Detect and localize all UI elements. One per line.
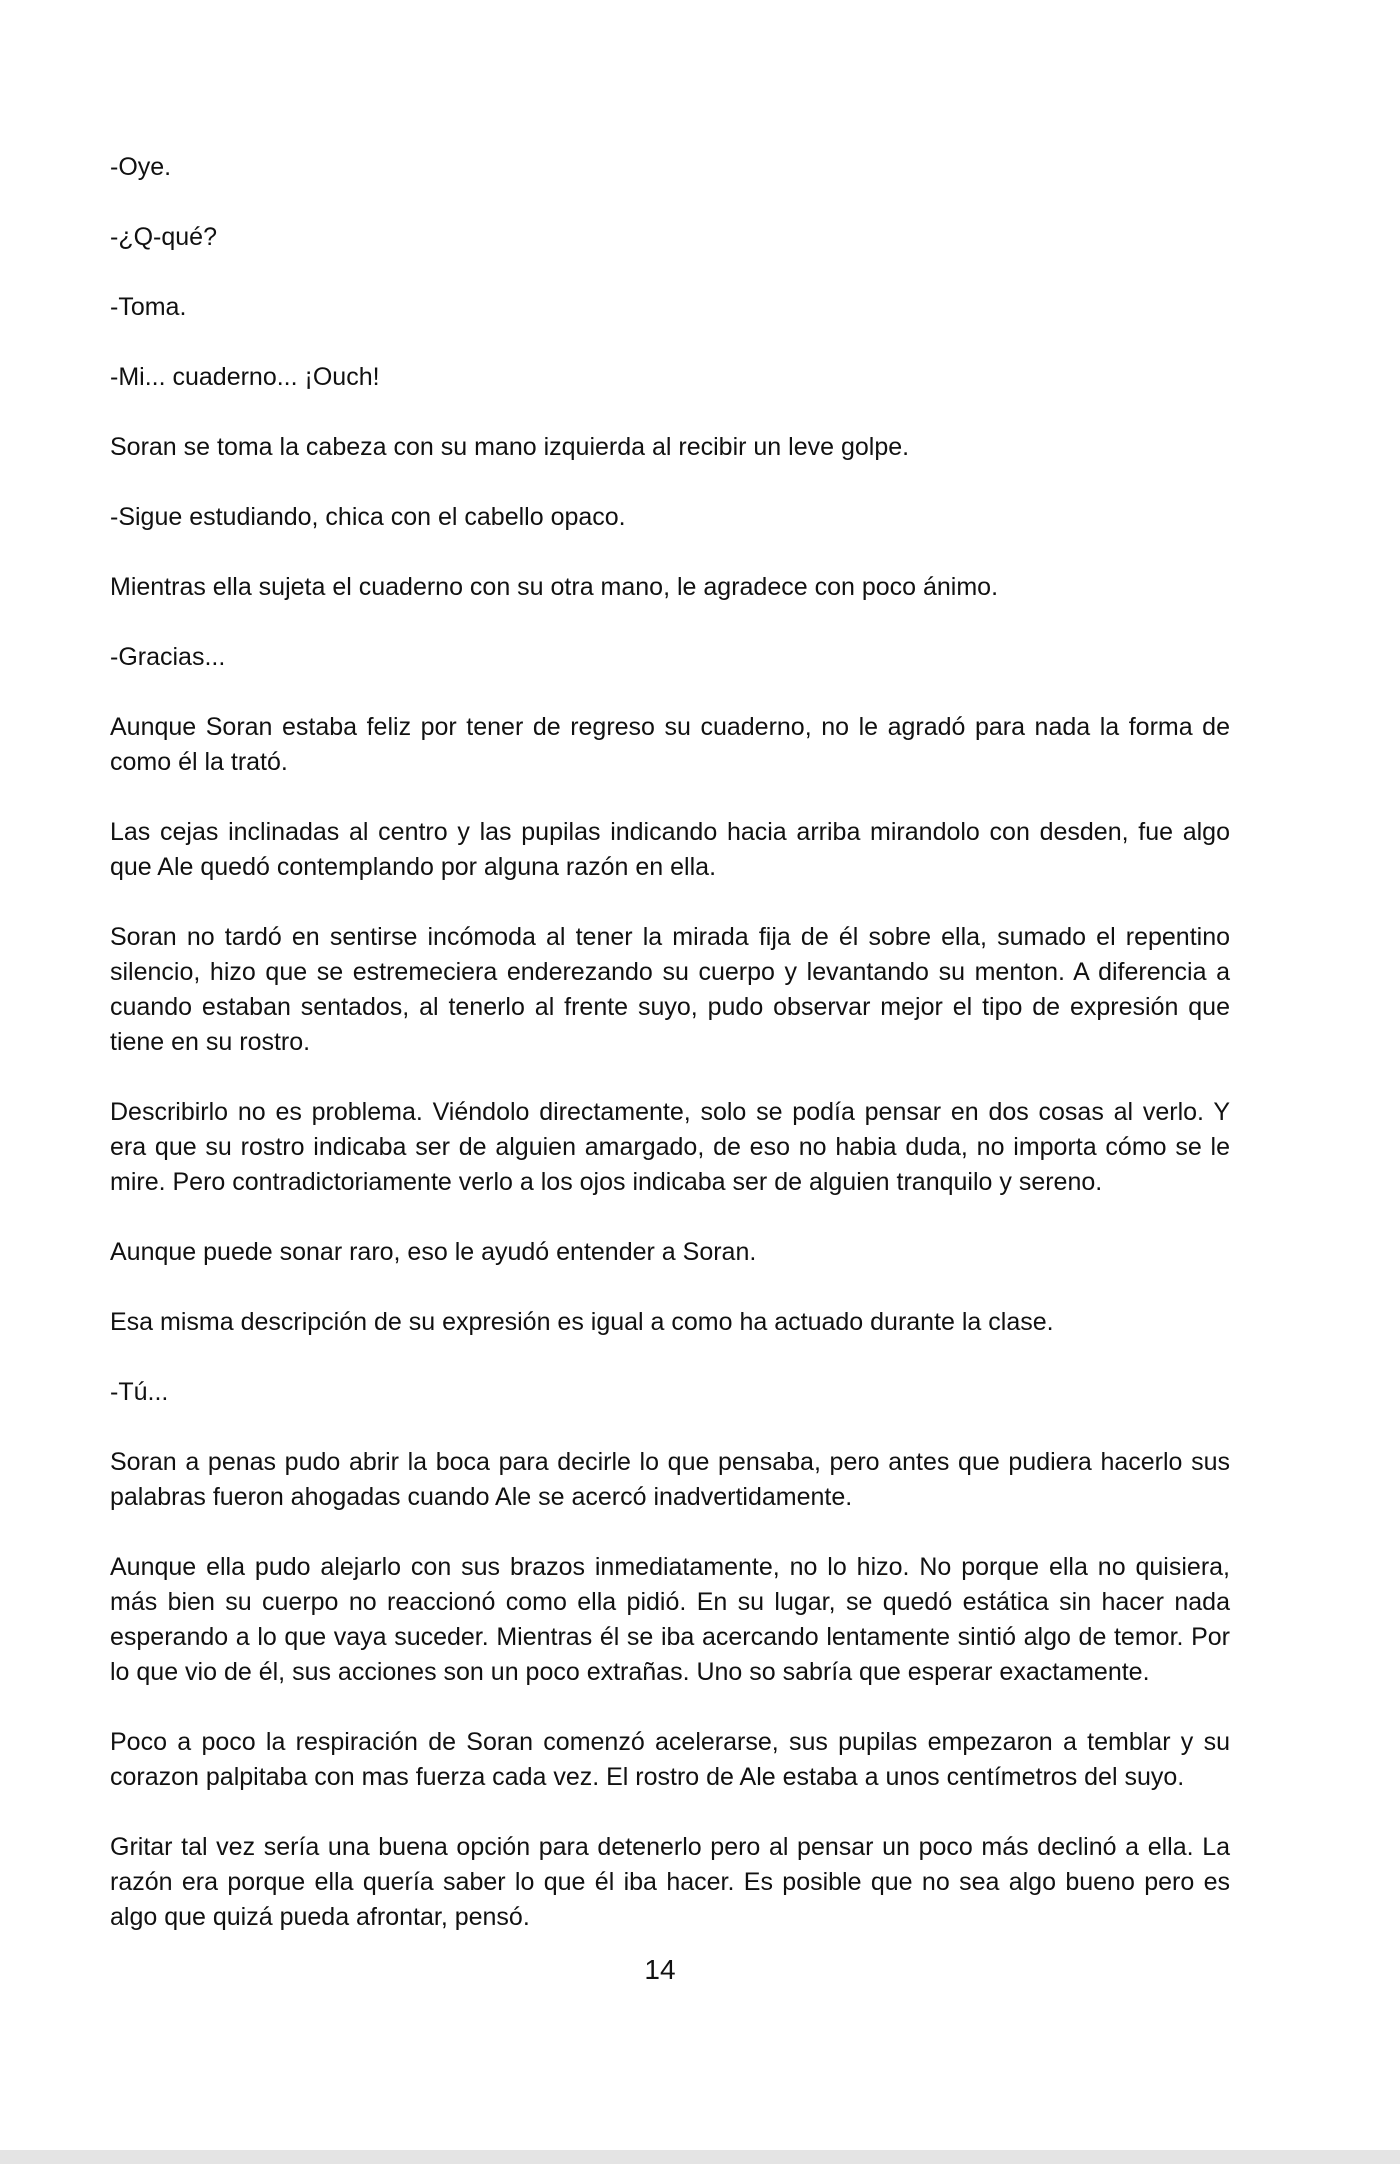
paragraph: -Oye. xyxy=(110,153,172,181)
paragraph: Describirlo no es problema. Viéndolo directamente, solo se podía pensar en dos cosas al verlo. Y era que su rostro indicaba ser de alguien amargado, de eso no habia duda, no importa cómo se le mire. Pero contradictoriamente verlo a los ojos indicaba ser de alguien tranquilo y sereno. xyxy=(110,1098,1230,1196)
paragraph: Soran a penas pudo abrir la boca para decirle lo que pensaba, pero antes que pudiera hacerlo sus palabras fueron ahogadas cuando Ale se acercó inadvertidamente. xyxy=(110,1448,1230,1511)
paragraph: -Sigue estudiando, chica con el cabello opaco. xyxy=(110,503,626,531)
page-bottom-edge xyxy=(0,2150,1400,2164)
paragraph: Las cejas inclinadas al centro y las pupilas indicando hacia arriba mirandolo con desden, fue algo que Ale quedó contemplando por alguna razón en ella. xyxy=(110,818,1230,881)
body-text xyxy=(110,150,1230,1970)
paragraph: -Tú... xyxy=(110,1378,169,1406)
paragraph: Poco a poco la respiración de Soran comenzó acelerarse, sus pupilas empezaron a temblar y su corazon palpitaba con mas fuerza cada vez. El rostro de Ale estaba a unos centímetros del suyo. xyxy=(110,1728,1230,1791)
paragraph: -¿Q-qué? xyxy=(110,223,217,251)
paragraph: -Toma. xyxy=(110,293,187,321)
paragraph: Soran se toma la cabeza con su mano izquierda al recibir un leve golpe. xyxy=(110,433,910,461)
paragraph: Aunque Soran estaba feliz por tener de regreso su cuaderno, no le agradó para nada la forma de como él la trató. xyxy=(110,713,1230,776)
paragraph: Soran no tardó en sentirse incómoda al tener la mirada fija de él sobre ella, sumado el repentino silencio, hizo que se estremeciera enderezando su cuerpo y levantando su menton. A diferencia a cuando estaban sentados, al tenerlo al frente suyo, pudo observar mejor el tipo de expresión que tiene en su rostro. xyxy=(110,923,1230,1056)
page-number: 14 xyxy=(644,1954,676,1985)
paragraph: -Gracias... xyxy=(110,643,226,671)
paragraph: Aunque ella pudo alejarlo con sus brazos inmediatamente, no lo hizo. No porque ella no quisiera, más bien su cuerpo no reaccionó como ella pidió. En su lugar, se quedó estática sin hacer nada esperando a lo que vaya suceder. Mientras él se iba acercando lentamente sintió algo de temor. Por lo que vio de él, sus acciones son un poco extrañas. Uno so sabría que esperar exactamente. xyxy=(110,1553,1230,1686)
paragraph: Aunque puede sonar raro, eso le ayudó entender a Soran. xyxy=(110,1238,757,1266)
paragraph: Esa misma descripción de su expresión es igual a como ha actuado durante la clase. xyxy=(110,1308,1054,1336)
paragraph: Gritar tal vez sería una buena opción para detenerlo pero al pensar un poco más declinó a ella. La razón era porque ella quería saber lo que él iba hacer. Es posible que no sea algo bueno pero es algo que quizá pueda afrontar, pensó. xyxy=(110,1833,1230,1931)
paragraph: -Mi... cuaderno... ¡Ouch! xyxy=(110,363,380,391)
paragraph: Mientras ella sujeta el cuaderno con su otra mano, le agradece con poco ánimo. xyxy=(110,573,999,601)
